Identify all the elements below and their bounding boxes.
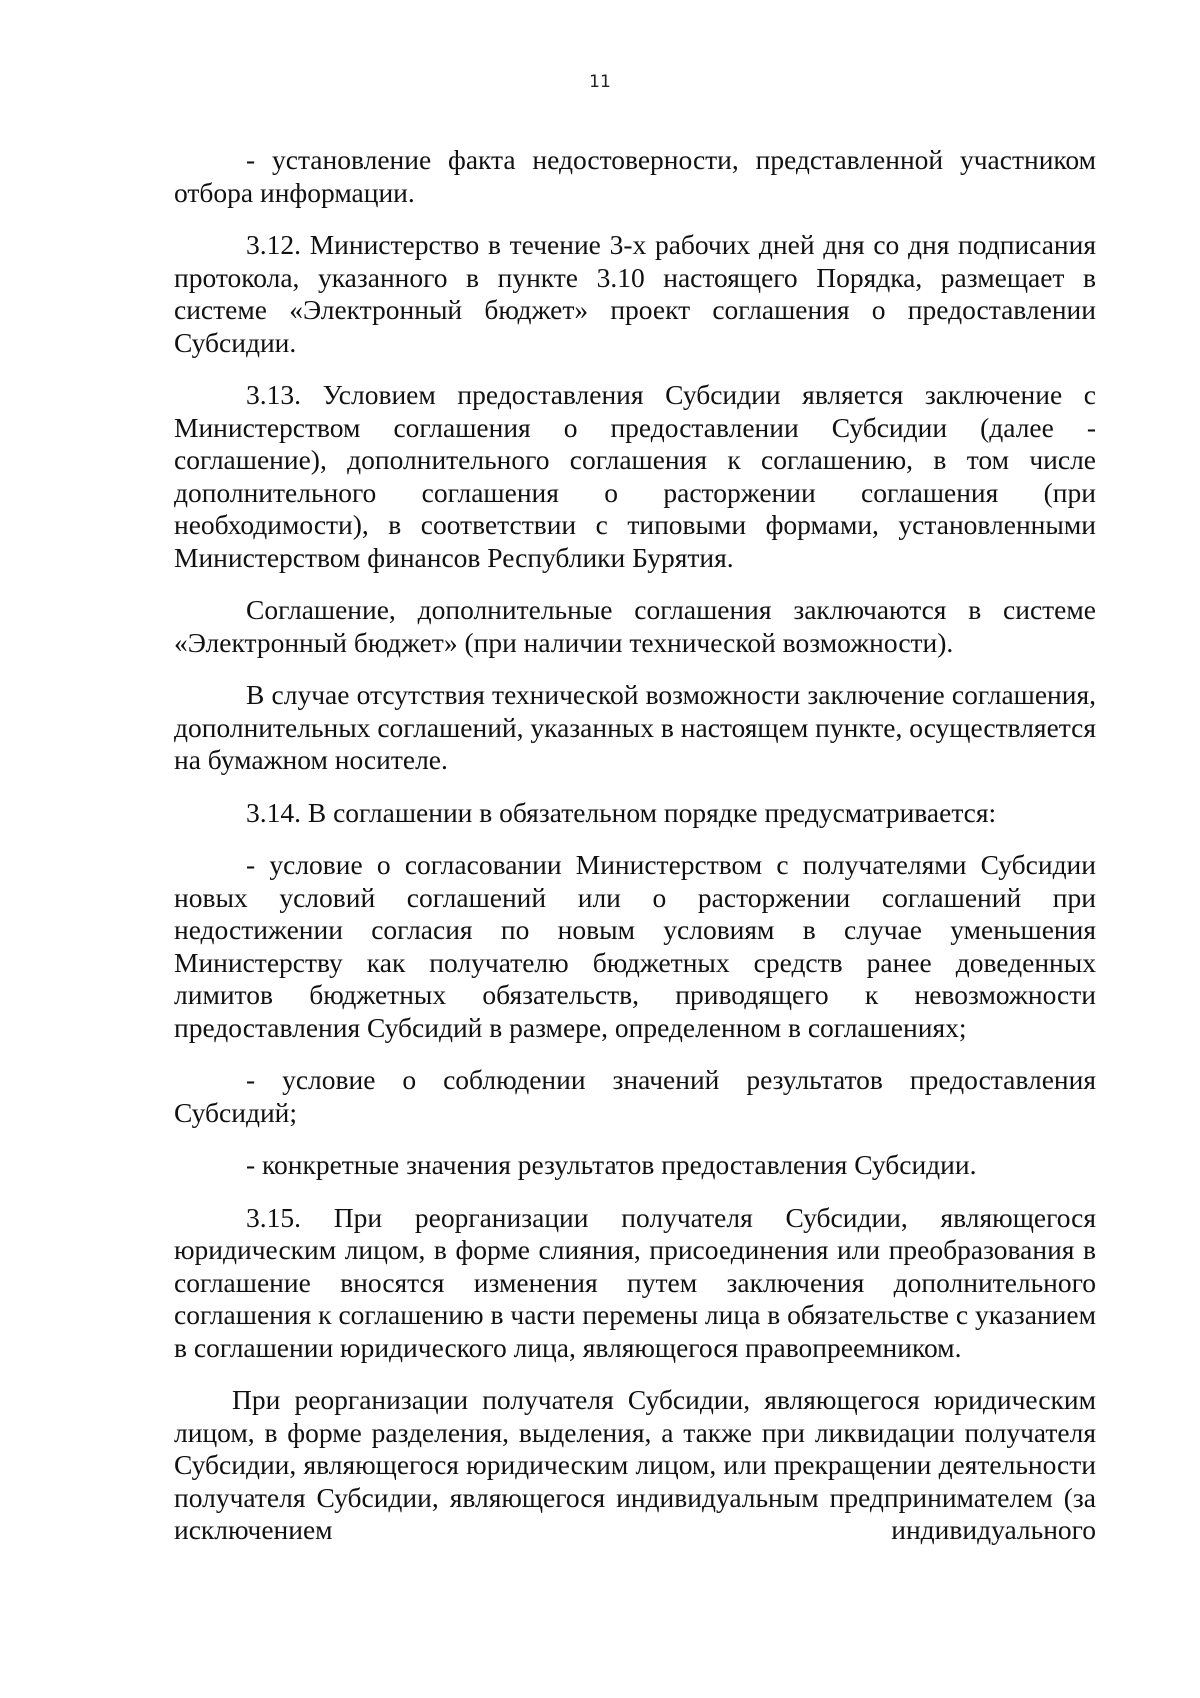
paragraph-reorganization: При реорганизации получателя Субсидии, являющегося юридическим лицом, в форме разделения, выделения, а также при ликвидации получателя Субсидии, являющегося юридическим лицом, или прекращении деятельности получателя Субсидии, являющегося индивидуальным предпринимателем (за исключением индивидуального [174, 1384, 1096, 1545]
page-number: 11 [589, 72, 611, 92]
paragraph-paper-carrier: В случае отсутствия технической возможности заключение соглашения, дополнительных соглашений, указанных в настоящем пункте, осуществляется на бумажном носителе. [174, 679, 1096, 775]
paragraph-specific-values: - конкретные значения результатов предоставления Субсидии. [246, 1149, 977, 1180]
paragraph-unreliable-info: - установление факта недостоверности, представленной участником отбора информации. [174, 144, 1096, 208]
paragraph-3-12: 3.12. Министерство в течение 3-х рабочих дней дня со дня подписания протокола, указанного в пункте 3.10 настоящего Порядка, размещает в системе «Электронный бюджет» проект соглашения о предоставлении Субсидии. [174, 229, 1096, 358]
paragraph-3-13: 3.13. Условием предоставления Субсидии является заключение с Министерством соглашения о предоставлении Субсидии (далее - соглашение), дополнительного соглашения к соглашению, в том числе дополнительного соглашения о расторжении соглашения (при необходимости), в соответствии с типовыми формами, установленными Министерством финансов Республики Бурятия. [174, 379, 1096, 573]
paragraph-condition-coordination: - условие о согласовании Министерством с получателями Субсидии новых условий соглашений или о расторжении соглашений при недостижении согласия по новым условиям в случае уменьшения Министерству как получателю бюджетных средств ранее доведенных лимитов бюджетных обязательств, приводящего к невозможности предоставления Субсидий в размере, определенном в соглашениях; [174, 849, 1096, 1043]
paragraph-3-14: 3.14. В соглашении в обязательном порядке предусматривается: [246, 796, 997, 828]
document-body [174, 144, 1096, 1547]
paragraph-condition-results: - условие о соблюдении значений результатов предоставления Субсидий; [174, 1064, 1096, 1128]
paragraph-3-15: 3.15. При реорганизации получателя Субсидии, являющегося юридическим лицом, в форме слияния, присоединения или преобразования в соглашение вносятся изменения путем заключения дополнительного соглашения к соглашению в части перемены лица в обязательстве с указанием в соглашении юридического лица, являющегося правопреемником. [174, 1201, 1096, 1363]
paragraph-agreement-system: Соглашение, дополнительные соглашения заключаются в системе «Электронный бюджет» (при наличии технической возможности). [174, 594, 1096, 658]
